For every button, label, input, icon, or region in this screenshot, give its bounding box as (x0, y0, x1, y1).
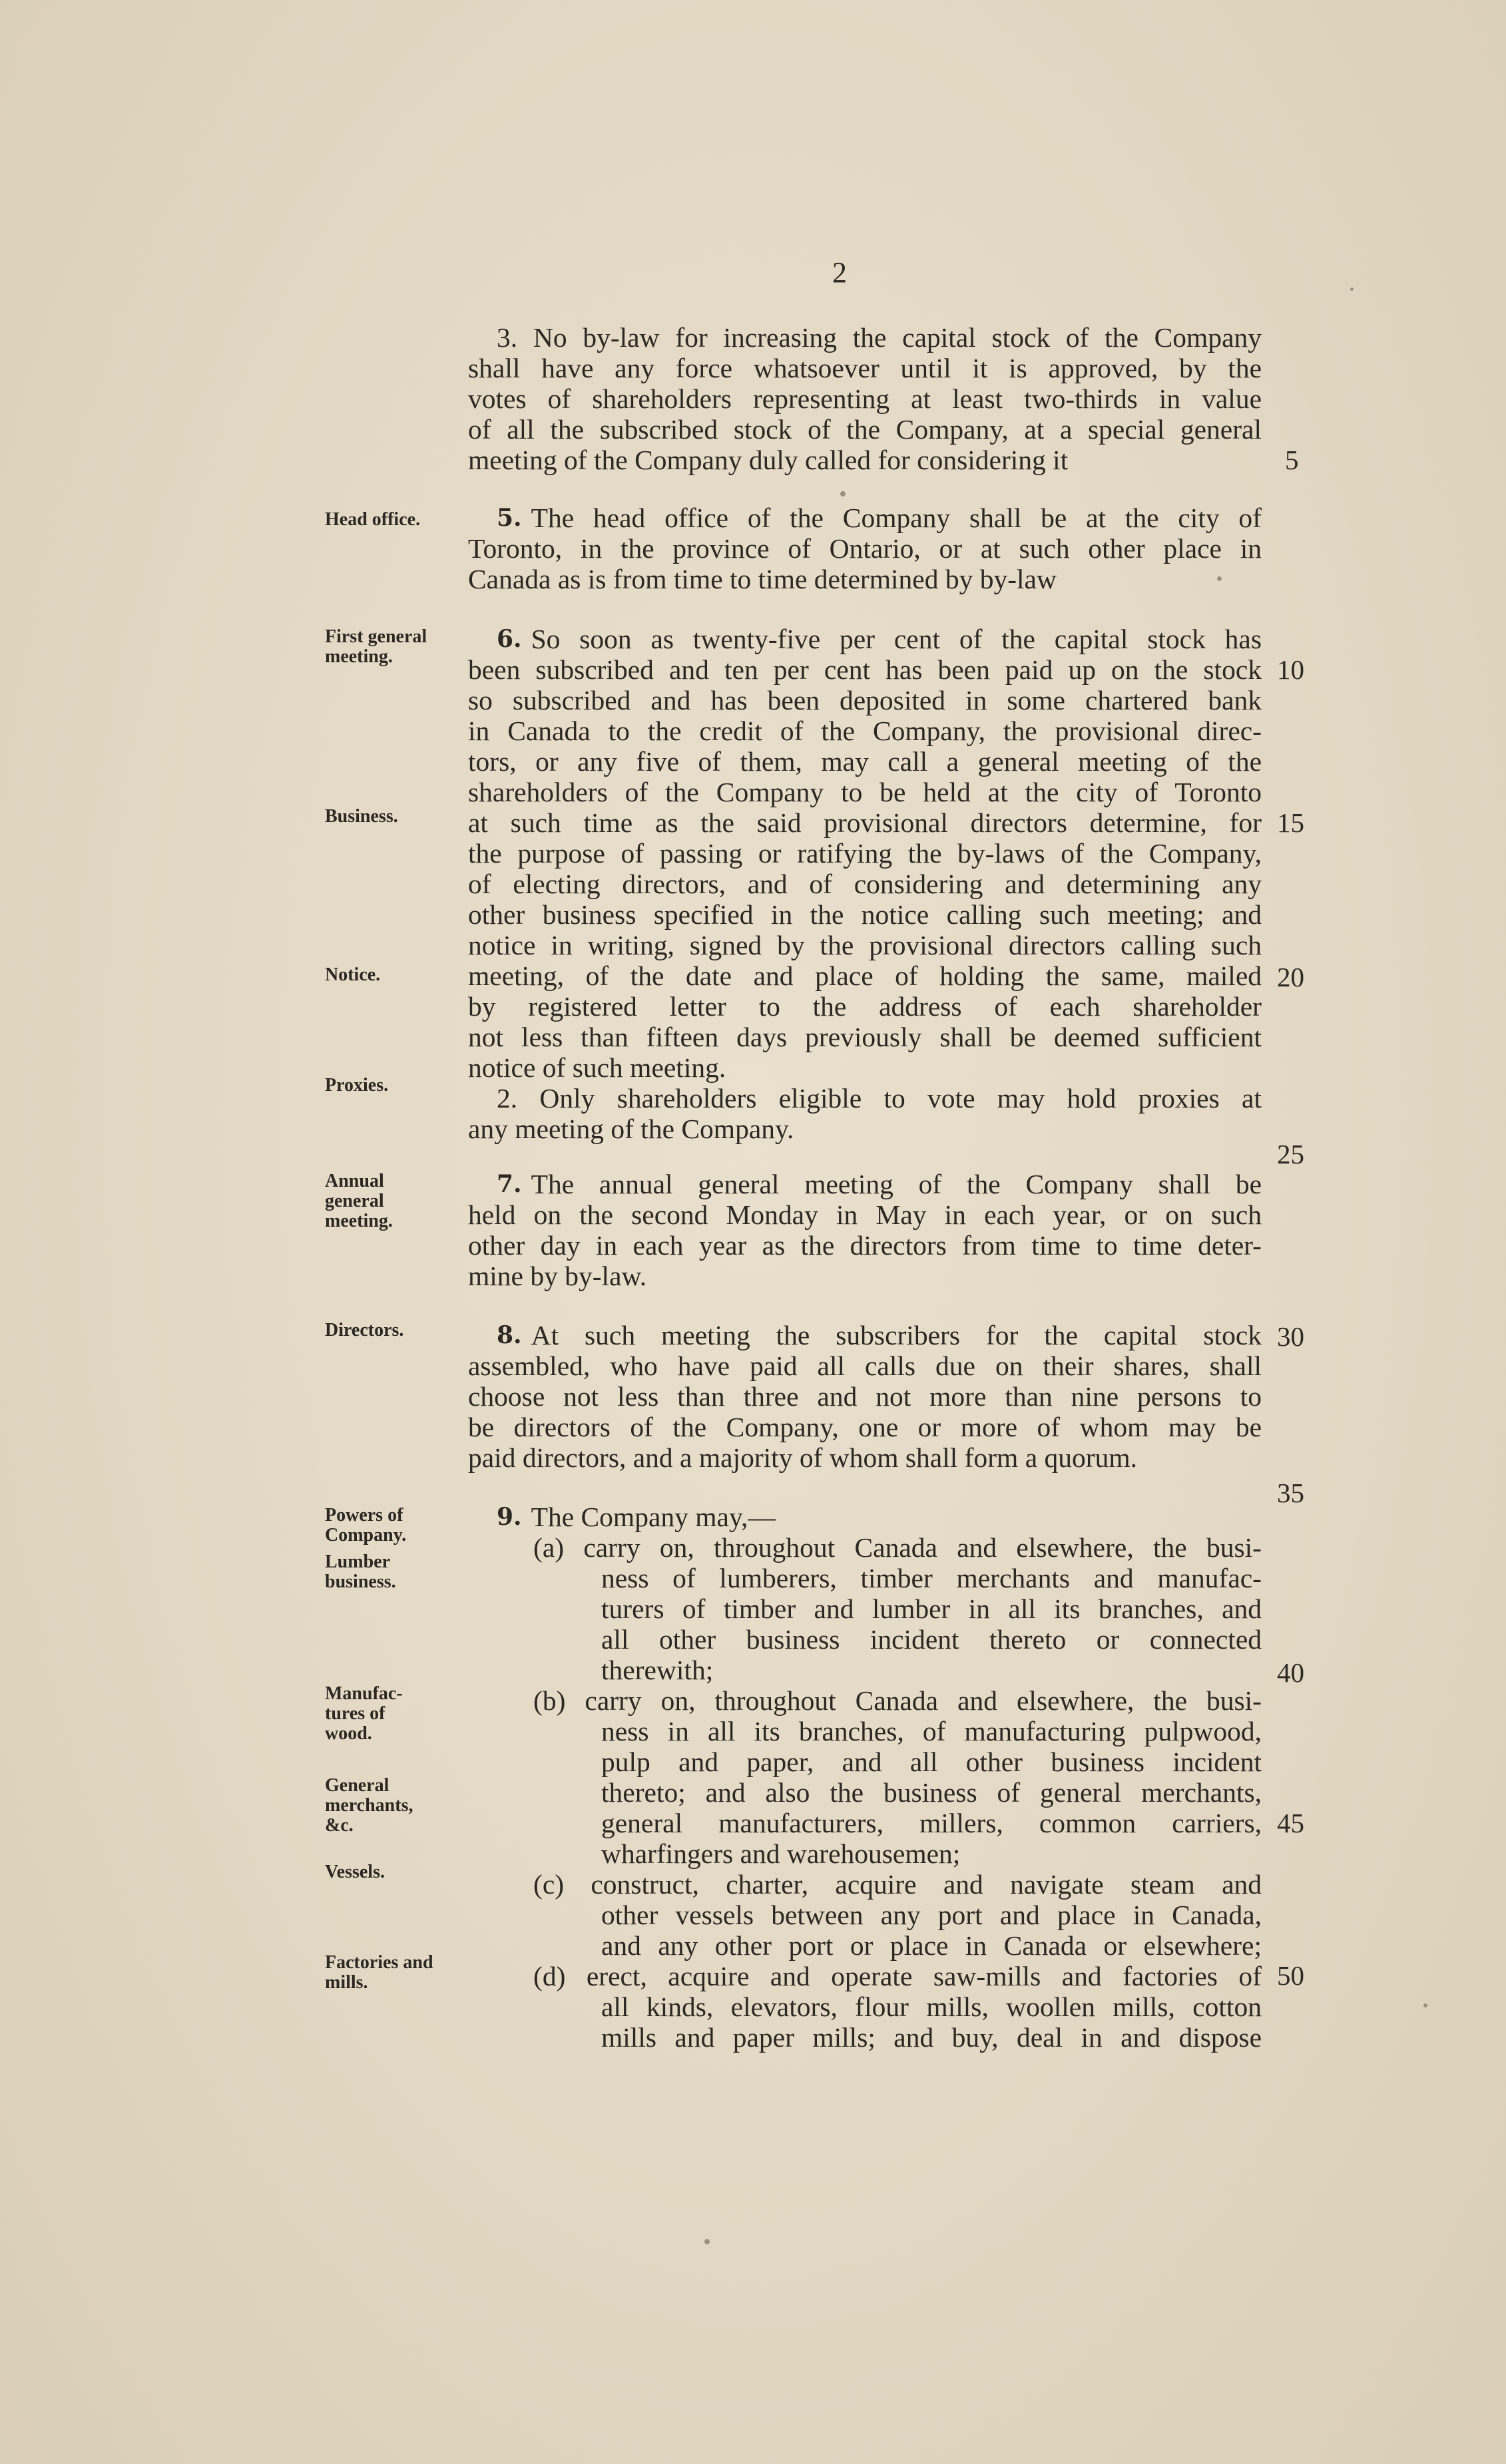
text-line: mine by by-law. (468, 1261, 647, 1291)
section-6 (497, 624, 1262, 654)
line-number-40: 40 (1277, 1657, 1304, 1688)
margin-note-manufactures-of-wood: Manufac-tures of wood. (325, 1683, 403, 1744)
text-line: mills and paper mills; and buy, deal in and dispose (601, 2022, 1262, 2053)
clause-d: (d) erect, acquire and operate saw-mills and factories of (533, 1961, 1262, 1991)
text-line: Toronto, in the province of Ontario, or at such other place in (468, 533, 1262, 564)
text-line: ness of lumberers, timber merchants and manufac- (601, 1563, 1262, 1593)
text-line: all other business incident thereto or connected (601, 1624, 1262, 1655)
text-line: been subscribed and ten per cent has been paid up on the stock (468, 654, 1262, 685)
text-line: The annual general meeting of the Company shall be (531, 1169, 1262, 1199)
clause-a: (a) carry on, throughout Canada and elsewhere, the busi- (533, 1532, 1262, 1563)
section-number: 8. (497, 1321, 522, 1349)
line-number-35: 35 (1277, 1478, 1304, 1508)
section-9 (497, 1502, 1262, 1532)
line-number-5: 5 (1285, 445, 1299, 475)
text-line: assembled, who have paid all calls due on their shares, shall (468, 1350, 1262, 1381)
clause-b: (b) carry on, throughout Canada and elsewhere, the busi- (533, 1685, 1262, 1716)
text-line: pulp and paper, and all other business incident (601, 1746, 1262, 1777)
paper-speck (1423, 2003, 1427, 2007)
paper-speck (704, 2239, 710, 2244)
line-number-50: 50 (1277, 1960, 1304, 1991)
text-line: shall have any force whatsoever until it is approved, by the (468, 353, 1262, 383)
line-number-30: 30 (1277, 1321, 1304, 1352)
text-line: the purpose of passing or ratifying the by-laws of the Company, (468, 838, 1262, 869)
text-line: meeting of the Company duly called for considering it (468, 445, 1069, 475)
text-line: by registered letter to the address of each shareholder (468, 991, 1262, 1022)
clause-c: (c) construct, charter, acquire and navigate steam and (533, 1869, 1262, 1900)
text-line: at such time as the said provisional directors determine, for (468, 807, 1262, 838)
text-line: and any other port or place in Canada or elsewhere; (601, 1930, 1262, 1961)
section-number: 5. (497, 504, 522, 532)
text-line: so subscribed and has been deposited in some chartered bank (468, 685, 1262, 716)
text-line: 3. No by-law for increasing the capital stock of the Company (497, 322, 1262, 353)
line-number-25: 25 (1277, 1139, 1304, 1169)
margin-note-vessels: Vessels. (325, 1862, 385, 1882)
line-number-20: 20 (1277, 962, 1304, 992)
text-line: therewith; (601, 1655, 714, 1685)
margin-note-head-office: Head office. (325, 509, 421, 530)
text-line: not less than fifteen days previously shall be deemed sufficient (468, 1022, 1262, 1052)
text-line: turers of timber and lumber in all its branches, and (601, 1593, 1262, 1624)
text-line: other business specified in the notice calling such meeting; and (468, 899, 1262, 930)
section-number: 6. (497, 625, 522, 653)
text-line: notice in writing, signed by the provisional directors calling such (468, 930, 1262, 960)
margin-note-general-merchants: General merchants, &c. (325, 1775, 413, 1836)
text-line: of electing directors, and of considering and determining any (468, 869, 1262, 899)
text-line: thereto; and also the business of general merchants, (601, 1777, 1262, 1808)
text-line: So soon as twenty-five per cent of the capital stock has (531, 624, 1262, 654)
margin-note-first-general-meeting: First general meeting. (325, 626, 427, 667)
margin-note-lumber-business: Lumber business. (325, 1551, 396, 1592)
text-line: notice of such meeting. (468, 1052, 726, 1083)
paper-speck (840, 491, 846, 497)
margin-note-directors: Directors. (325, 1320, 404, 1340)
margin-note-business: Business. (325, 806, 398, 827)
text-line: The Company may,— (531, 1502, 776, 1532)
text-line: all kinds, elevators, flour mills, woollen mills, cotton (601, 1991, 1262, 2022)
text-line: Canada as is from time to time determined by by-law (468, 564, 1057, 594)
text-line: ness in all its branches, of manufacturing pulpwood, (601, 1716, 1262, 1746)
section-7 (497, 1169, 1262, 1199)
margin-note-powers-of-company: Powers of Company. (325, 1505, 407, 1545)
line-number-15: 15 (1277, 807, 1304, 838)
text-line: general manufacturers, millers, common carriers, (601, 1808, 1262, 1838)
margin-note-factories-and-mills: Factories and mills. (325, 1952, 433, 1993)
section-number: 9. (497, 1503, 522, 1531)
margin-note-proxies: Proxies. (325, 1075, 389, 1096)
line-number-10: 10 (1277, 654, 1304, 685)
section-number: 7. (497, 1170, 522, 1198)
text-line: votes of shareholders representing at least two-thirds in value (468, 383, 1262, 414)
text-line: The head office of the Company shall be at the city of (531, 503, 1262, 533)
text-line: tors, or any five of them, may call a general meeting of the (468, 746, 1262, 777)
line-number-45: 45 (1277, 1808, 1304, 1838)
section-8 (497, 1320, 1262, 1350)
text-line: in Canada to the credit of the Company, the provisional direc- (468, 716, 1262, 746)
text-line: paid directors, and a majority of whom shall form a quorum. (468, 1442, 1137, 1473)
text-line: of all the subscribed stock of the Company, at a special general (468, 414, 1262, 445)
page-number: 2 (832, 256, 847, 289)
text-line: 2. Only shareholders eligible to vote may hold proxies at (497, 1083, 1262, 1114)
section-5 (497, 503, 1262, 533)
paper-speck (1217, 576, 1222, 581)
paper-speck (1350, 288, 1354, 291)
text-line: any meeting of the Company. (468, 1114, 794, 1144)
text-line: held on the second Monday in May in each year, or on such (468, 1199, 1262, 1230)
text-line: wharfingers and warehousemen; (601, 1838, 961, 1869)
text-line: shareholders of the Company to be held at the city of Toronto (468, 777, 1262, 807)
text-line: be directors of the Company, one or more of whom may be (468, 1412, 1262, 1442)
text-line: other vessels between any port and place in Canada, (601, 1900, 1262, 1930)
text-line: At such meeting the subscribers for the capital stock (531, 1320, 1262, 1350)
margin-note-notice: Notice. (325, 964, 381, 985)
text-line: meeting, of the date and place of holding the same, mailed (468, 960, 1262, 991)
text-line: choose not less than three and not more than nine persons to (468, 1381, 1262, 1412)
text-line: other day in each year as the directors from time to time deter- (468, 1230, 1262, 1261)
margin-note-annual-general-meeting: Annual general meeting. (325, 1171, 393, 1231)
